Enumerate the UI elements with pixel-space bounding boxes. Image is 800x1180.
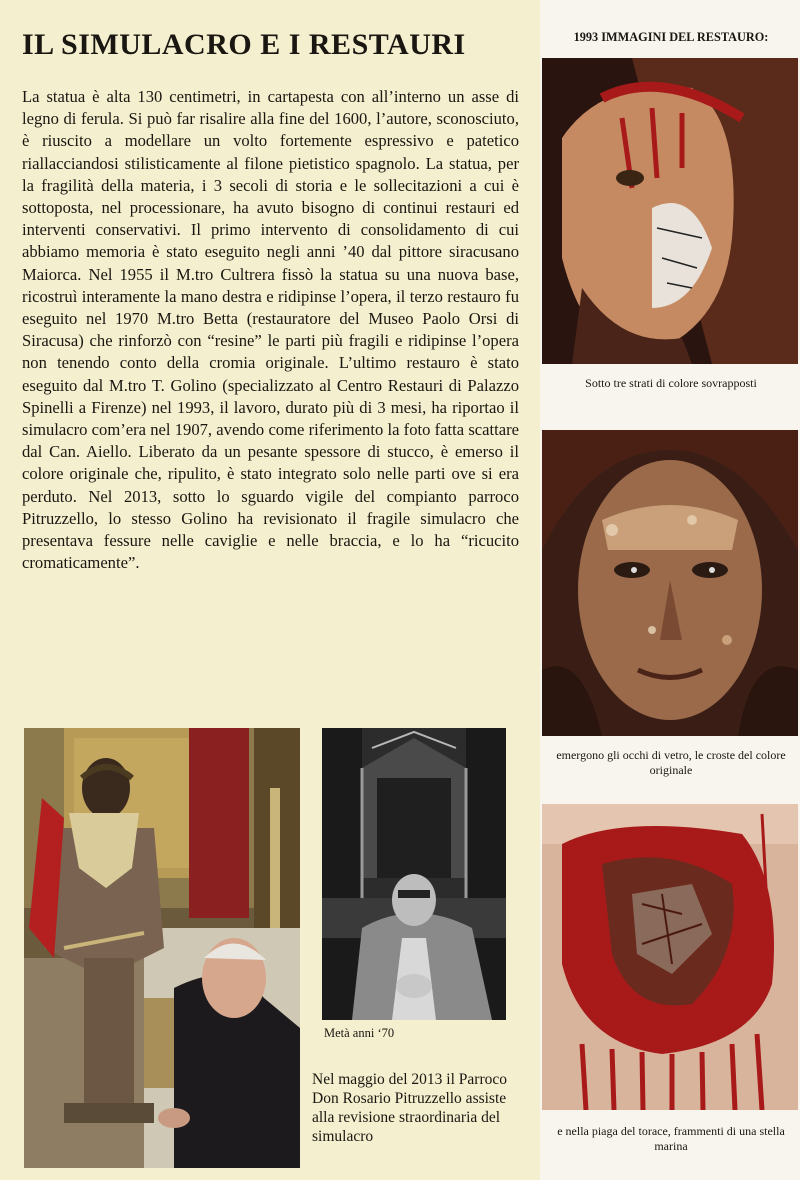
article-body: La statua è alta 130 centimetri, in cartapesta con all’interno un asse di legno di ferula. Si può far risalire alla fine del 1600, l’autore, sconosciuto, è riuscito a modellare un volto fortemente espressivo e patetico riallacciandosi stilisticamente al filone pietistico spagnolo. La statua, per la fragilità della materia, i 3 secoli di storia e le sollecitazioni a cui è sottoposta, nel processionare, ha avuto bisogno di continui restauri ed interventi conservativi. Il primo intervento di consolidamento di cui abbiamo memoria è stato eseguito negli anni ’40 dal pittore siracusano Maiorca. Nel 1955 il M.tro Cultrera fissò la statua su una nuova base, ricostruì interamente la mano destra e ridipinse l’opera, il terzo restauro fu eseguito nel 1970 M.tro Betta (restauratore del Museo Paolo Orsi di Siracusa) che rinforzò con “resine” le parti più fragili e ridipinse l’opera non tenendo conto della cromia originale. L’ultimo restauro è stato eseguito dal M.tro T. Golino (specializzato al Centro Restauri di Palazzo Spinelli a Firenze) nel 1993, il lavoro, durato più di 3 mesi, ha riportao il simulacro com’era nel 1907, avendo come riferimento la foto fatta scattare dal Can. Aiello. Liberato da un pesante spessore di stucco, è emerso il colore originale che, ripulito, è stato integrato solo nelle parti ove si era perduto. Nel 2013, sotto lo sguardo vigile del compianto parroco Pitruzzello, lo stesso Golino ha revisionato il fragile simulacro che presentava fessure nelle caviglie e nelle braccia, e lo ha “ricucito cromaticamente”.	[22, 87, 519, 573]
restoration-caption-2: emergono gli occhi di vetro, le croste del colore originale	[556, 748, 786, 777]
statue-priest-photo	[24, 728, 300, 1168]
restoration-photo-3	[542, 804, 798, 1110]
restoration-caption-3: e nella piaga del torace, frammenti di una stella marina	[557, 1124, 785, 1153]
restoration-photo-1	[542, 58, 798, 364]
bw-photo-caption: Metà anni ‘70	[324, 1026, 395, 1040]
statue-photo-caption: Nel maggio del 2013 il Parroco Don Rosario Pitruzzello assiste alla revisione straordinaria del simulacro	[312, 1071, 507, 1145]
page-title: IL SIMULACRO E I RESTAURI	[22, 28, 466, 61]
bw-priest-photo	[322, 728, 506, 1020]
restoration-photo-2	[542, 430, 798, 736]
restoration-caption-1: Sotto tre strati di colore sovrapposti	[585, 376, 757, 390]
sidebar-title: 1993 IMMAGINI DEL RESTAURO:	[573, 30, 769, 44]
